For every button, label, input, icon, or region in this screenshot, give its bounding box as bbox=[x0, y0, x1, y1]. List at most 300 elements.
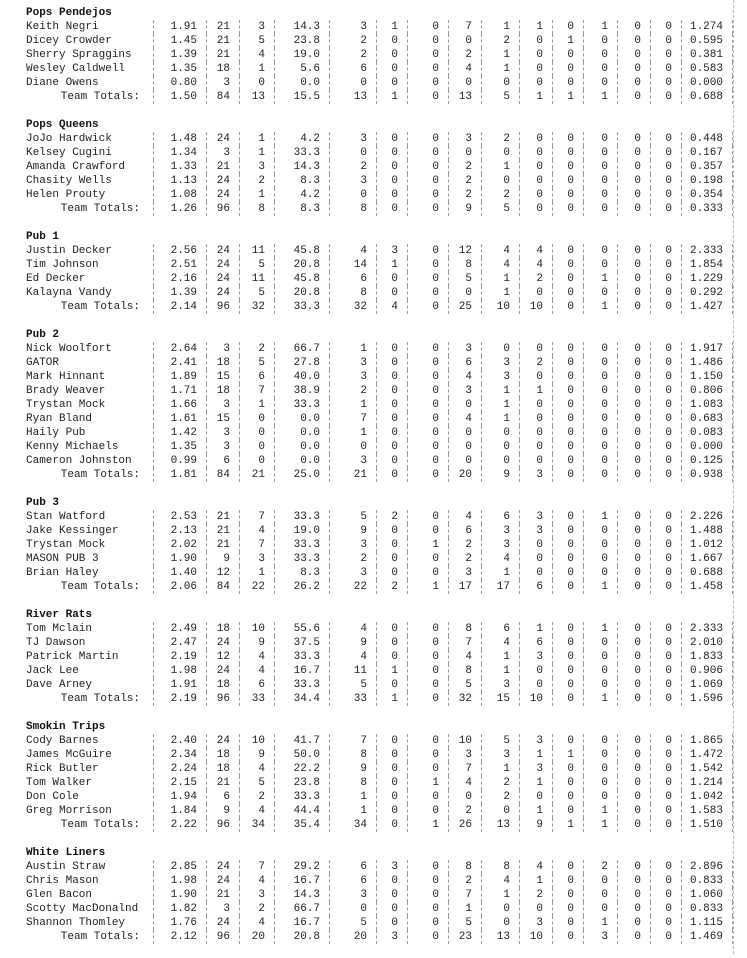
stat-cell: 3 bbox=[481, 524, 519, 538]
player-name: Kalayna Vandy bbox=[26, 287, 112, 299]
stat-cell: 0 bbox=[519, 174, 552, 188]
stat-cell: 0 bbox=[552, 678, 583, 692]
stat-cell: 16.7 bbox=[274, 664, 329, 678]
player-row bbox=[26, 916, 733, 930]
stat-cell: 0 bbox=[407, 860, 448, 874]
player-row bbox=[26, 188, 733, 202]
stat-cell: 0 bbox=[617, 34, 650, 48]
stat-cell: 2.226 bbox=[681, 510, 733, 524]
stat-cell: 1 bbox=[583, 916, 617, 930]
stat-cell: 84 bbox=[206, 468, 239, 482]
stat-cell: 0 bbox=[650, 664, 681, 678]
stat-cell: 0 bbox=[481, 146, 519, 160]
stat-cell: 0 bbox=[617, 818, 650, 832]
stat-cell: 2.06 bbox=[153, 580, 206, 594]
stat-cell: 25 bbox=[448, 300, 481, 314]
stat-cell: 0 bbox=[376, 622, 407, 636]
stat-cell: 0 bbox=[239, 412, 274, 426]
stat-cell: 0 bbox=[650, 524, 681, 538]
stat-cell: 1 bbox=[376, 258, 407, 272]
stat-cell: 0.0 bbox=[274, 440, 329, 454]
stat-cell: 0 bbox=[617, 524, 650, 538]
stat-cell: 1 bbox=[583, 300, 617, 314]
stat-cell: 0 bbox=[583, 538, 617, 552]
stat-cell: 0 bbox=[407, 692, 448, 706]
stat-cell: 2.64 bbox=[153, 342, 206, 356]
stat-cell: 18 bbox=[206, 762, 239, 776]
stat-cell: 0 bbox=[650, 650, 681, 664]
stat-cell: 9 bbox=[239, 748, 274, 762]
stat-cell: 0 bbox=[617, 146, 650, 160]
stat-cell: 3 bbox=[448, 342, 481, 356]
stat-cell: 3 bbox=[448, 748, 481, 762]
stat-cell: 0 bbox=[407, 650, 448, 664]
player-name: GATOR bbox=[26, 357, 60, 369]
stat-cell: 13 bbox=[481, 818, 519, 832]
player-name: Greg Morrison bbox=[26, 805, 112, 817]
stat-cell: 0 bbox=[519, 146, 552, 160]
stat-cell: 1 bbox=[519, 622, 552, 636]
stat-cell: 1.61 bbox=[153, 412, 206, 426]
stat-cell: 8 bbox=[448, 622, 481, 636]
stat-cell: 6 bbox=[519, 580, 552, 594]
stat-cell: 0 bbox=[552, 132, 583, 146]
stat-cell: 1.865 bbox=[681, 734, 733, 748]
stat-cell: 1.81 bbox=[153, 468, 206, 482]
stat-cell: 9 bbox=[519, 818, 552, 832]
team-section bbox=[26, 230, 733, 328]
stat-cell: 1 bbox=[481, 664, 519, 678]
player-name: Cameron Johnston bbox=[26, 455, 132, 467]
player-name: Rick Butler bbox=[26, 763, 99, 775]
stat-cell: 0 bbox=[407, 76, 448, 90]
stat-cell: 8 bbox=[481, 860, 519, 874]
stat-cell: 32 bbox=[329, 300, 376, 314]
stat-cell: 1 bbox=[552, 34, 583, 48]
stat-cell: 5 bbox=[239, 356, 274, 370]
player-row bbox=[26, 244, 733, 258]
stat-cell: 2 bbox=[448, 160, 481, 174]
stat-cell: 32 bbox=[239, 300, 274, 314]
stat-cell: 1 bbox=[519, 874, 552, 888]
stat-cell: 0 bbox=[617, 762, 650, 776]
stat-cell: 0 bbox=[552, 888, 583, 902]
stat-cell: 0 bbox=[583, 734, 617, 748]
stat-cell: 0 bbox=[617, 902, 650, 916]
stat-cell: 0 bbox=[407, 300, 448, 314]
stat-cell: 3 bbox=[376, 244, 407, 258]
stat-cell: 0 bbox=[407, 930, 448, 944]
stat-cell: 20 bbox=[329, 930, 376, 944]
stat-cell: 24 bbox=[206, 132, 239, 146]
stat-cell: 1.510 bbox=[681, 818, 733, 832]
stat-cell: 3 bbox=[519, 916, 552, 930]
stat-cell: 0 bbox=[552, 160, 583, 174]
stat-cell: 21 bbox=[206, 160, 239, 174]
stat-cell: 24 bbox=[206, 174, 239, 188]
stat-cell: 5 bbox=[239, 34, 274, 48]
stat-cell: 0 bbox=[650, 384, 681, 398]
player-name: Austin Straw bbox=[26, 861, 106, 873]
stat-cell: 0 bbox=[583, 902, 617, 916]
stat-cell: 2 bbox=[376, 510, 407, 524]
player-name: Dicey Crowder bbox=[26, 35, 112, 47]
stat-cell: 4 bbox=[239, 524, 274, 538]
stat-cell: 0 bbox=[617, 888, 650, 902]
stat-cell: 0 bbox=[407, 916, 448, 930]
stat-cell: 0.688 bbox=[681, 90, 733, 104]
stat-cell: 1 bbox=[376, 664, 407, 678]
stat-cell: 2.13 bbox=[153, 524, 206, 538]
stat-cell: 0 bbox=[617, 62, 650, 76]
stat-cell: 5 bbox=[481, 90, 519, 104]
stat-cell: 4 bbox=[329, 622, 376, 636]
stat-cell: 0 bbox=[407, 356, 448, 370]
stat-cell: 2 bbox=[239, 790, 274, 804]
stat-cell: 4.2 bbox=[274, 132, 329, 146]
stat-cell: 0 bbox=[519, 440, 552, 454]
stat-cell: 0 bbox=[617, 804, 650, 818]
stat-cell: 0 bbox=[552, 902, 583, 916]
stat-cell: 4 bbox=[448, 776, 481, 790]
stat-cell: 24 bbox=[206, 916, 239, 930]
stat-cell: 1.90 bbox=[153, 888, 206, 902]
stat-cell: 0 bbox=[583, 636, 617, 650]
player-name: Chasity Wells bbox=[26, 175, 112, 187]
stat-cell: 19.0 bbox=[274, 48, 329, 62]
stat-cell: 7 bbox=[239, 510, 274, 524]
stat-cell: 0 bbox=[329, 76, 376, 90]
stat-cell: 0 bbox=[617, 48, 650, 62]
stat-cell: 1.583 bbox=[681, 804, 733, 818]
stat-cell: 0 bbox=[617, 132, 650, 146]
stat-cell: 0 bbox=[650, 510, 681, 524]
stat-cell: 22.2 bbox=[274, 762, 329, 776]
stat-cell: 0 bbox=[617, 566, 650, 580]
stat-cell: 0 bbox=[617, 692, 650, 706]
stat-cell: 0 bbox=[376, 426, 407, 440]
stat-cell: 0 bbox=[376, 734, 407, 748]
stat-cell: 0 bbox=[583, 566, 617, 580]
stat-cell: 25.0 bbox=[274, 468, 329, 482]
stat-cell: 1.012 bbox=[681, 538, 733, 552]
stat-cell: 0 bbox=[650, 174, 681, 188]
stat-cell: 0 bbox=[376, 762, 407, 776]
stat-cell: 0 bbox=[376, 650, 407, 664]
stat-cell: 0 bbox=[519, 398, 552, 412]
stat-cell: 0 bbox=[650, 538, 681, 552]
stat-cell: 4 bbox=[376, 300, 407, 314]
stat-cell: 0 bbox=[650, 146, 681, 160]
stat-cell: 5 bbox=[481, 202, 519, 216]
stat-cell: 14 bbox=[329, 258, 376, 272]
stat-cell: 23.8 bbox=[274, 776, 329, 790]
player-row bbox=[26, 804, 733, 818]
stat-cell: 2.333 bbox=[681, 622, 733, 636]
stat-cell: 4 bbox=[481, 258, 519, 272]
stat-cell: 0 bbox=[617, 650, 650, 664]
stat-cell: 4 bbox=[481, 244, 519, 258]
stat-cell: 2 bbox=[448, 188, 481, 202]
stat-cell: 4 bbox=[519, 860, 552, 874]
stat-cell: 0 bbox=[617, 678, 650, 692]
team-totals-label: Team Totals: bbox=[60, 91, 140, 103]
stat-cell: 4 bbox=[329, 650, 376, 664]
stat-cell: 0.000 bbox=[681, 440, 733, 454]
stat-cell: 2 bbox=[448, 804, 481, 818]
stat-cell: 0.806 bbox=[681, 384, 733, 398]
stat-cell: 1 bbox=[376, 20, 407, 34]
stat-cell: 0 bbox=[552, 930, 583, 944]
stat-cell: 0 bbox=[376, 188, 407, 202]
player-name: TJ Dawson bbox=[26, 637, 86, 649]
stat-cell: 2.16 bbox=[153, 272, 206, 286]
stat-cell: 0 bbox=[407, 384, 448, 398]
stat-cell: 29.2 bbox=[274, 860, 329, 874]
stat-cell: 1 bbox=[519, 20, 552, 34]
stat-cell: 1 bbox=[376, 90, 407, 104]
stat-cell: 0 bbox=[617, 370, 650, 384]
stat-cell: 0 bbox=[407, 160, 448, 174]
stat-cell: 0 bbox=[448, 398, 481, 412]
player-name: Brady Weaver bbox=[26, 385, 106, 397]
stat-cell: 0 bbox=[650, 790, 681, 804]
stat-cell: 13 bbox=[481, 930, 519, 944]
stat-cell: 0 bbox=[407, 48, 448, 62]
spacer bbox=[26, 314, 733, 328]
stat-cell: 0 bbox=[239, 426, 274, 440]
stat-cell: 1.274 bbox=[681, 20, 733, 34]
stat-cell: 5 bbox=[239, 776, 274, 790]
stat-cell: 1.94 bbox=[153, 790, 206, 804]
stat-cell: 18 bbox=[206, 62, 239, 76]
stat-cell: 0 bbox=[650, 188, 681, 202]
stat-cell: 9 bbox=[329, 636, 376, 650]
stat-cell: 2 bbox=[481, 188, 519, 202]
stat-cell: 0 bbox=[650, 300, 681, 314]
player-name: Sherry Spraggins bbox=[26, 49, 132, 61]
stat-cell: 0 bbox=[552, 202, 583, 216]
stat-cell: 0 bbox=[376, 398, 407, 412]
stat-cell: 4 bbox=[239, 762, 274, 776]
stat-cell: 0 bbox=[650, 342, 681, 356]
stat-cell: 3 bbox=[329, 174, 376, 188]
stat-cell: 14.3 bbox=[274, 20, 329, 34]
stat-cell: 0 bbox=[552, 146, 583, 160]
stat-cell: 0 bbox=[583, 258, 617, 272]
stat-cell: 24 bbox=[206, 188, 239, 202]
stat-cell: 0.0 bbox=[274, 454, 329, 468]
stat-cell: 0 bbox=[650, 356, 681, 370]
stat-cell: 6 bbox=[481, 622, 519, 636]
stat-cell: 0 bbox=[650, 916, 681, 930]
stat-cell: 0 bbox=[407, 636, 448, 650]
stat-cell: 0 bbox=[407, 188, 448, 202]
stat-cell: 1.84 bbox=[153, 804, 206, 818]
stat-cell: 3 bbox=[239, 20, 274, 34]
stat-cell: 0 bbox=[407, 524, 448, 538]
stat-cell: 3 bbox=[519, 524, 552, 538]
player-name: Cody Barnes bbox=[26, 735, 99, 747]
stat-cell: 0 bbox=[583, 174, 617, 188]
stat-cell: 0 bbox=[650, 258, 681, 272]
stat-cell: 0 bbox=[448, 34, 481, 48]
stat-cell: 8 bbox=[329, 748, 376, 762]
stat-cell: 0.0 bbox=[274, 76, 329, 90]
player-name: Justin Decker bbox=[26, 245, 112, 257]
stat-cell: 0 bbox=[650, 20, 681, 34]
stat-cell: 1 bbox=[519, 90, 552, 104]
stat-cell: 55.6 bbox=[274, 622, 329, 636]
stat-cell: 66.7 bbox=[274, 342, 329, 356]
team-totals-label: Team Totals: bbox=[60, 301, 140, 313]
stat-cell: 20 bbox=[239, 930, 274, 944]
stat-cell: 0 bbox=[617, 748, 650, 762]
spacer bbox=[26, 944, 733, 958]
stat-cell: 0 bbox=[481, 426, 519, 440]
stat-cell: 0 bbox=[481, 76, 519, 90]
stat-cell: 3 bbox=[481, 356, 519, 370]
stat-cell: 0 bbox=[617, 510, 650, 524]
stat-cell: 7 bbox=[239, 860, 274, 874]
stat-cell: 1.91 bbox=[153, 678, 206, 692]
team-section bbox=[26, 720, 733, 846]
stat-cell: 3 bbox=[448, 566, 481, 580]
stat-cell: 0 bbox=[617, 734, 650, 748]
stat-cell: 5.6 bbox=[274, 62, 329, 76]
stat-cell: 0 bbox=[617, 916, 650, 930]
stat-cell: 1 bbox=[583, 20, 617, 34]
stat-cell: 0 bbox=[552, 48, 583, 62]
player-row bbox=[26, 888, 733, 902]
player-row bbox=[26, 412, 733, 426]
stat-cell: 24 bbox=[206, 272, 239, 286]
player-row bbox=[26, 636, 733, 650]
player-name: Scotty MacDonalnd bbox=[26, 903, 139, 915]
stat-cell: 0 bbox=[583, 132, 617, 146]
stat-cell: 0 bbox=[376, 76, 407, 90]
team-name: River Rats bbox=[26, 609, 93, 621]
stat-cell: 0 bbox=[519, 76, 552, 90]
stat-cell: 2.333 bbox=[681, 244, 733, 258]
stat-cell: 20.8 bbox=[274, 930, 329, 944]
stat-cell: 0 bbox=[617, 538, 650, 552]
stat-cell: 1 bbox=[583, 510, 617, 524]
stat-cell: 1 bbox=[329, 804, 376, 818]
stat-cell: 7 bbox=[448, 636, 481, 650]
stat-cell: 0.906 bbox=[681, 664, 733, 678]
stat-cell: 4 bbox=[448, 62, 481, 76]
stat-cell: 8 bbox=[448, 258, 481, 272]
stat-cell: 33.3 bbox=[274, 300, 329, 314]
stat-cell: 0.583 bbox=[681, 62, 733, 76]
stat-cell: 7 bbox=[448, 20, 481, 34]
stat-cell: 1.427 bbox=[681, 300, 733, 314]
stat-cell: 3 bbox=[239, 552, 274, 566]
stat-cell: 0 bbox=[650, 370, 681, 384]
stat-cell: 0 bbox=[552, 258, 583, 272]
stat-cell: 1 bbox=[329, 342, 376, 356]
stat-cell: 0 bbox=[617, 188, 650, 202]
stat-cell: 1.083 bbox=[681, 398, 733, 412]
stat-cell: 0 bbox=[329, 146, 376, 160]
stat-cell: 33 bbox=[329, 692, 376, 706]
stat-cell: 1 bbox=[552, 748, 583, 762]
stat-cell: 18 bbox=[206, 748, 239, 762]
stat-cell: 2.12 bbox=[153, 930, 206, 944]
stat-cell: 7 bbox=[239, 384, 274, 398]
stat-cell: 3 bbox=[329, 132, 376, 146]
stat-cell: 0 bbox=[617, 90, 650, 104]
team-totals-row bbox=[26, 580, 733, 594]
stat-cell: 34 bbox=[239, 818, 274, 832]
stat-cell: 0 bbox=[552, 734, 583, 748]
stat-cell: 3 bbox=[206, 902, 239, 916]
stat-cell: 3 bbox=[481, 678, 519, 692]
stat-cell: 38.9 bbox=[274, 384, 329, 398]
stat-cell: 33 bbox=[239, 692, 274, 706]
stat-cell: 6 bbox=[448, 356, 481, 370]
stat-cell: 6 bbox=[329, 860, 376, 874]
stat-cell: 0 bbox=[617, 930, 650, 944]
stat-cell: 0.595 bbox=[681, 34, 733, 48]
stat-cell: 1 bbox=[481, 650, 519, 664]
stat-cell: 21 bbox=[206, 48, 239, 62]
stat-cell: 0 bbox=[481, 342, 519, 356]
player-row bbox=[26, 440, 733, 454]
stat-cell: 0 bbox=[376, 524, 407, 538]
stat-cell: 0 bbox=[552, 552, 583, 566]
stat-cell: 3 bbox=[329, 370, 376, 384]
stat-cell: 0 bbox=[376, 790, 407, 804]
stat-cell: 0.683 bbox=[681, 412, 733, 426]
player-row bbox=[26, 20, 733, 34]
stat-cell: 1 bbox=[481, 384, 519, 398]
player-name: Don Cole bbox=[26, 791, 79, 803]
team-section bbox=[26, 6, 733, 118]
stat-cell: 16.7 bbox=[274, 916, 329, 930]
player-name: Trystan Mock bbox=[26, 539, 106, 551]
stat-cell: 2.19 bbox=[153, 650, 206, 664]
stat-cell: 44.4 bbox=[274, 804, 329, 818]
stat-cell: 1 bbox=[519, 384, 552, 398]
stat-cell: 0 bbox=[448, 286, 481, 300]
player-name: Ed Decker bbox=[26, 273, 86, 285]
stat-cell: 0.0 bbox=[274, 426, 329, 440]
stat-cell: 10 bbox=[481, 300, 519, 314]
stat-cell: 1.35 bbox=[153, 62, 206, 76]
team-name: Pops Pendejos bbox=[26, 7, 112, 19]
player-row bbox=[26, 34, 733, 48]
stat-cell: 5 bbox=[329, 678, 376, 692]
stat-cell: 3 bbox=[239, 888, 274, 902]
stat-cell: 0 bbox=[617, 398, 650, 412]
player-name: Shannon Thomley bbox=[26, 917, 126, 929]
stat-cell: 2.14 bbox=[153, 300, 206, 314]
stat-cell: 3 bbox=[329, 454, 376, 468]
stat-cell: 0 bbox=[519, 454, 552, 468]
stat-cell: 0.80 bbox=[153, 76, 206, 90]
stat-cell: 18 bbox=[206, 622, 239, 636]
player-name: Tom Mclain bbox=[26, 623, 93, 635]
player-name: MASON PUB 3 bbox=[26, 553, 99, 565]
player-name: Nick Woolfort bbox=[26, 343, 112, 355]
team-totals-row bbox=[26, 930, 733, 944]
stat-cell: 0 bbox=[407, 20, 448, 34]
stat-cell: 0 bbox=[481, 440, 519, 454]
stat-cell: 0 bbox=[407, 440, 448, 454]
stat-cell: 1 bbox=[481, 888, 519, 902]
